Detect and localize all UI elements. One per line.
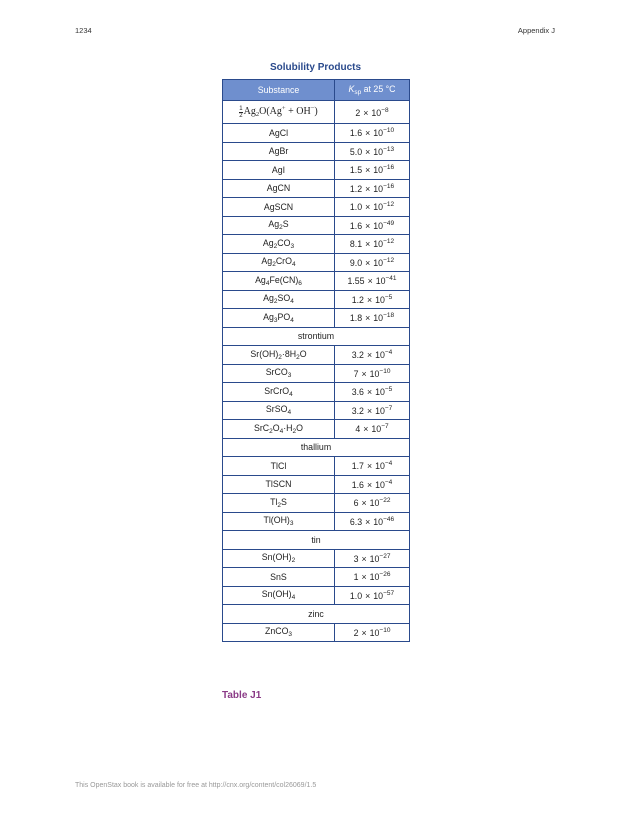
table-row bbox=[223, 364, 410, 383]
table-row bbox=[223, 216, 410, 235]
table-row bbox=[223, 401, 410, 420]
ksp-cell: $9.0 \times 10^{-12}$ bbox=[335, 253, 410, 272]
ksp-cell: $1.55 \times 10^{-41}$ bbox=[335, 272, 410, 291]
table-row bbox=[223, 124, 410, 143]
ksp-cell: $5.0 \times 10^{-13}$ bbox=[335, 142, 410, 161]
ksp-cell: $1.8 \times 10^{-18}$ bbox=[335, 309, 410, 328]
ksp-cell: $3 \times 10^{-27}$ bbox=[335, 549, 410, 568]
substance-cell: $Ag_2CO_3$ bbox=[223, 235, 335, 254]
substance-cell: TlCl bbox=[223, 457, 335, 476]
table-row bbox=[223, 623, 410, 642]
table-row bbox=[223, 494, 410, 513]
section-row bbox=[223, 327, 410, 346]
substance-cell: $SrC_2O_4\cdot H_2O$ bbox=[223, 420, 335, 439]
table-row bbox=[223, 309, 410, 328]
table-header-row bbox=[223, 80, 410, 101]
substance-cell: $Tl_2S$ bbox=[223, 494, 335, 513]
ksp-cell: $1.6 \times 10^{-49}$ bbox=[335, 216, 410, 235]
table-row bbox=[223, 568, 410, 587]
page-footer: This OpenStax book is available for free at http://cnx.org/content/col26069/1.5 bbox=[75, 782, 317, 789]
table-row bbox=[223, 179, 410, 198]
section-label: thallium bbox=[223, 438, 410, 457]
substance-cell: $Ag_4Fe(CN)_6$ bbox=[223, 272, 335, 291]
table-row bbox=[223, 420, 410, 439]
page-number: 1234 bbox=[75, 26, 92, 35]
ksp-cell: $3.2 \times 10^{-4}$ bbox=[335, 346, 410, 365]
table-caption: Table J1 bbox=[222, 690, 262, 701]
table-row bbox=[223, 475, 410, 494]
table-row bbox=[223, 142, 410, 161]
column-header-substance: Substance bbox=[223, 80, 335, 101]
substance-cell: $Ag_3PO_4$ bbox=[223, 309, 335, 328]
substance-cell: SrSO$_4$ bbox=[223, 401, 335, 420]
substance-cell: AgCN bbox=[223, 179, 335, 198]
ksp-cell: $2 \times 10^{-10}$ bbox=[335, 623, 410, 642]
substance-cell: $Sn(OH)_2$ bbox=[223, 549, 335, 568]
substance-cell: $Ag_2CrO_4$ bbox=[223, 253, 335, 272]
section-row bbox=[223, 438, 410, 457]
ksp-cell: $1.0 \times 10^{-57}$ bbox=[335, 586, 410, 605]
substance-cell: AgI bbox=[223, 161, 335, 180]
ksp-cell: $1.2 \times 10^{-5}$ bbox=[335, 290, 410, 309]
table-row bbox=[223, 512, 410, 531]
ksp-cell: $3.2 \times 10^{-7}$ bbox=[335, 401, 410, 420]
ksp-cell: $1.2 \times 10^{-16}$ bbox=[335, 179, 410, 198]
ksp-cell: $3.6 \times 10^{-5}$ bbox=[335, 383, 410, 402]
table-row bbox=[223, 198, 410, 217]
substance-cell: $Ag_2S$ bbox=[223, 216, 335, 235]
section-row bbox=[223, 531, 410, 550]
running-header: Appendix J bbox=[517, 26, 555, 35]
table-title: Solubility Products bbox=[269, 62, 362, 73]
section-label: zinc bbox=[223, 605, 410, 624]
ksp-cell: $1 \times 10^{-26}$ bbox=[335, 568, 410, 587]
substance-cell: $\frac{1}{2}$ $Ag_2O(Ag^+ + OH^-)$ bbox=[223, 101, 335, 124]
substance-cell: $Ag_2SO_4$ bbox=[223, 290, 335, 309]
table-row bbox=[223, 235, 410, 254]
substance-cell: $Sr(OH)_2\cdot 8H_2O$ bbox=[223, 346, 335, 365]
ksp-cell: $7 \times 10^{-10}$ bbox=[335, 364, 410, 383]
fraction: $\frac{1}{2}$ bbox=[239, 105, 243, 119]
ksp-cell: $4 \times 10^{-7}$ bbox=[335, 420, 410, 439]
table-row bbox=[223, 290, 410, 309]
substance-cell: TlSCN bbox=[223, 475, 335, 494]
substance-cell: AgSCN bbox=[223, 198, 335, 217]
ksp-cell: $6 \times 10^{-22}$ bbox=[335, 494, 410, 513]
table-row bbox=[223, 272, 410, 291]
substance-cell: AgBr bbox=[223, 142, 335, 161]
section-label: tin bbox=[223, 531, 410, 550]
ksp-cell: $1.6 \times 10^{-4}$ bbox=[335, 475, 410, 494]
column-header-ksp: $K_{sp}$ at 25 °C bbox=[335, 80, 410, 101]
table-row bbox=[223, 383, 410, 402]
table-row bbox=[223, 101, 410, 124]
ksp-cell: $6.3 \times 10^{-46}$ bbox=[335, 512, 410, 531]
section-label: strontium bbox=[223, 327, 410, 346]
table-row bbox=[223, 161, 410, 180]
solubility-table bbox=[222, 79, 410, 642]
table-row bbox=[223, 346, 410, 365]
ksp-cell: $8.1 \times 10^{-12}$ bbox=[335, 235, 410, 254]
table-row bbox=[223, 253, 410, 272]
substance-cell: SrCrO$_4$ bbox=[223, 383, 335, 402]
section-row bbox=[223, 605, 410, 624]
table-row bbox=[223, 586, 410, 605]
table-row bbox=[223, 549, 410, 568]
substance-cell: SnS bbox=[223, 568, 335, 587]
ksp-cell: $1.7 \times 10^{-4}$ bbox=[335, 457, 410, 476]
substance-cell: SrCO$_3$ bbox=[223, 364, 335, 383]
substance-cell: AgCl bbox=[223, 124, 335, 143]
substance-cell: $Tl(OH)_3$ bbox=[223, 512, 335, 531]
ksp-cell: $1.0 \times 10^{-12}$ bbox=[335, 198, 410, 217]
table-row bbox=[223, 457, 410, 476]
substance-cell: ZnCO$_3$ bbox=[223, 623, 335, 642]
ksp-cell: $1.5 \times 10^{-16}$ bbox=[335, 161, 410, 180]
substance-cell: $Sn(OH)_4$ bbox=[223, 586, 335, 605]
ksp-cell: $2 \times 10^{-8}$ bbox=[335, 101, 410, 124]
ksp-cell: $1.6 \times 10^{-10}$ bbox=[335, 124, 410, 143]
